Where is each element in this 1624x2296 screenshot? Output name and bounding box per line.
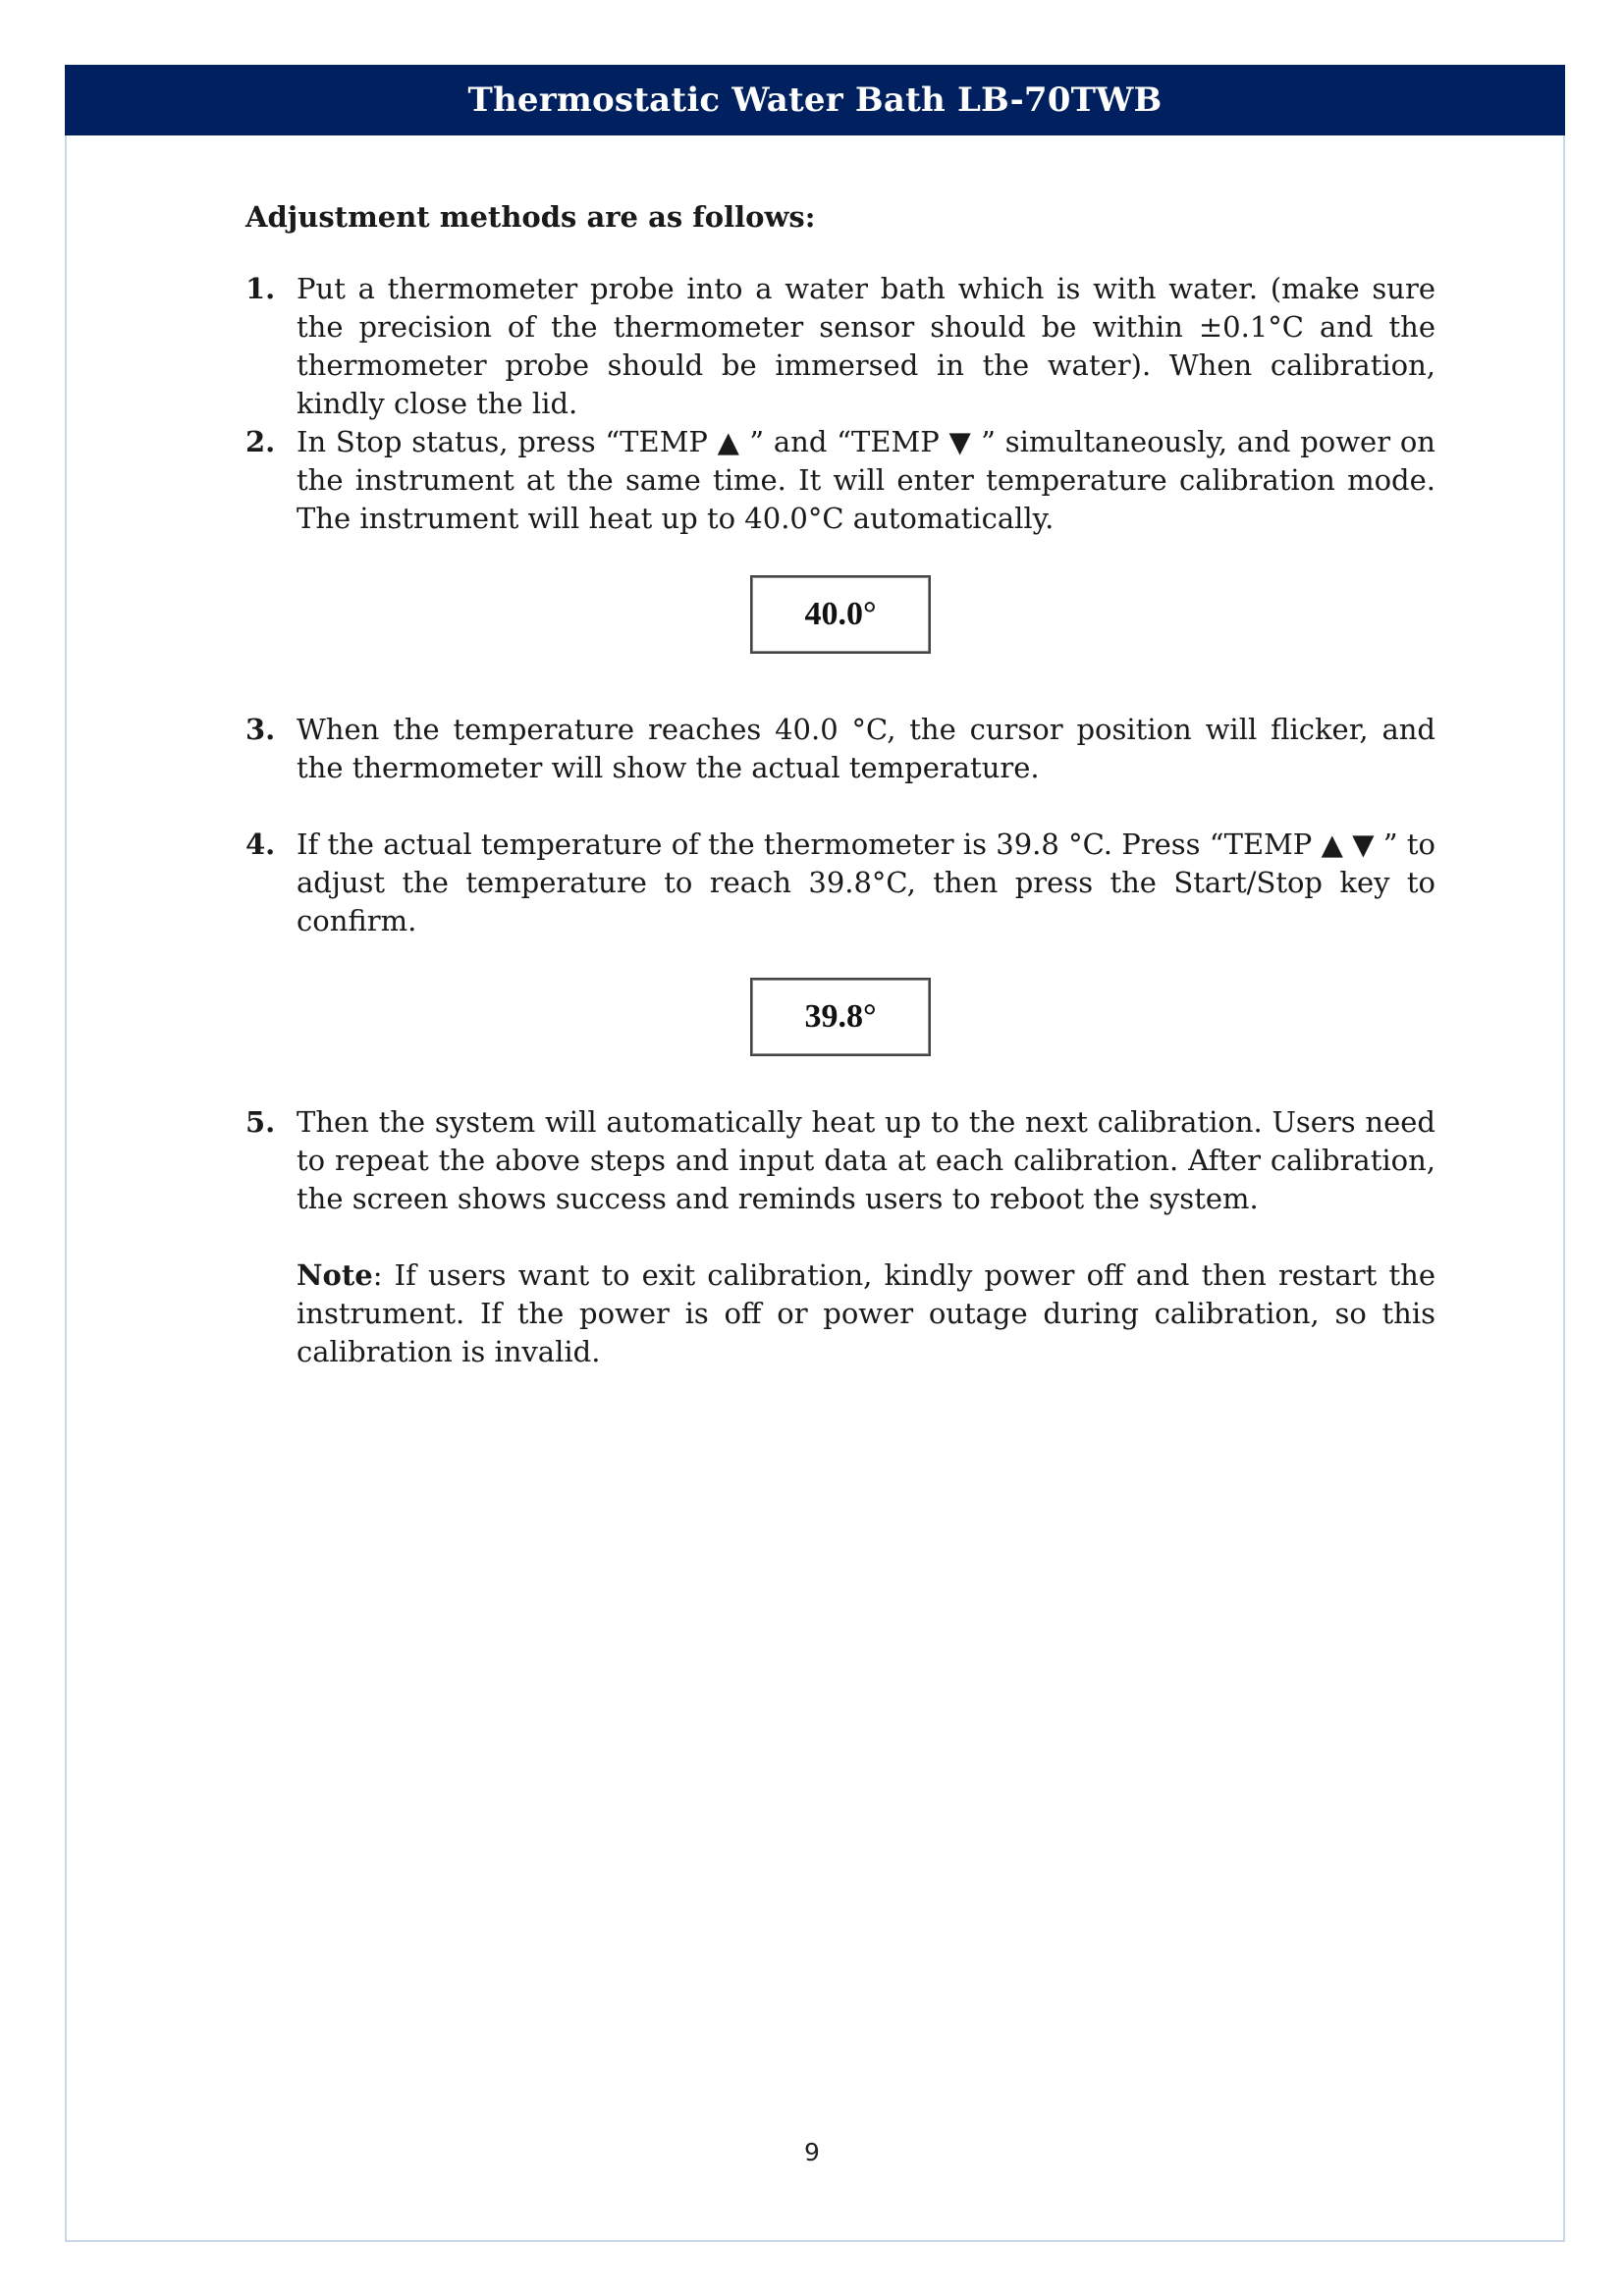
display-figure-1	[245, 575, 1435, 654]
note-indent	[245, 1256, 297, 1371]
page-title: Thermostatic Water Bath LB-70TWB	[467, 80, 1163, 120]
step-text: Then the system will automatically heat up to the next calibration. Users need to repeat the above steps and input data at each calibration. After calibration, the screen shows success and reminds users to reboot the system.	[297, 1105, 1435, 1215]
step-2	[245, 423, 1435, 538]
step-number: 4.	[245, 828, 276, 861]
step-number: 1.	[245, 272, 276, 305]
note-block	[245, 1256, 1435, 1371]
note-label: Note	[297, 1258, 373, 1292]
step-text: Put a thermometer probe into a water bath which is with water. (make sure the precision of the thermometer sensor should be within ±0.1°C and the thermometer probe should be immersed in the water). When calibration, kindly close the lid.	[297, 272, 1435, 420]
step-text: When the temperature reaches 40.0 °C, the cursor position will flicker, and the thermometer will show the actual temperature.	[297, 713, 1435, 784]
document-body	[245, 191, 1435, 1371]
step-4	[245, 826, 1435, 940]
step-text: If the actual temperature of the thermometer is 39.8 °C. Press “TEMP ▲ ▼ ” to adjust the temperature to reach 39.8°C, then press the Start/Stop key to confirm.	[297, 828, 1435, 937]
step-5	[245, 1103, 1435, 1218]
note-text	[297, 1256, 1435, 1371]
header-bar	[65, 65, 1565, 135]
note-body: : If users want to exit calibration, kindly power off and then restart the instrument. If the power is off or power outage during calibration, so this calibration is invalid.	[297, 1258, 1435, 1368]
step-text: In Stop status, press “TEMP ▲ ” and “TEMP ▼ ” simultaneously, and power on the instrument at the same time. It will enter temperature calibration mode. The instrument will heat up to 40.0°C automatically.	[297, 425, 1435, 535]
step-3	[245, 711, 1435, 787]
section-heading: Adjustment methods are as follows:	[245, 200, 816, 234]
step-number: 3.	[245, 713, 276, 746]
page-number: 9	[804, 2138, 820, 2166]
step-number: 2.	[245, 425, 276, 458]
temperature-display-40: 40.0°	[750, 575, 931, 654]
temperature-display-39-8: 39.8°	[750, 978, 931, 1056]
step-number: 5.	[245, 1105, 276, 1139]
display-figure-2	[245, 978, 1435, 1056]
step-1	[245, 270, 1435, 423]
